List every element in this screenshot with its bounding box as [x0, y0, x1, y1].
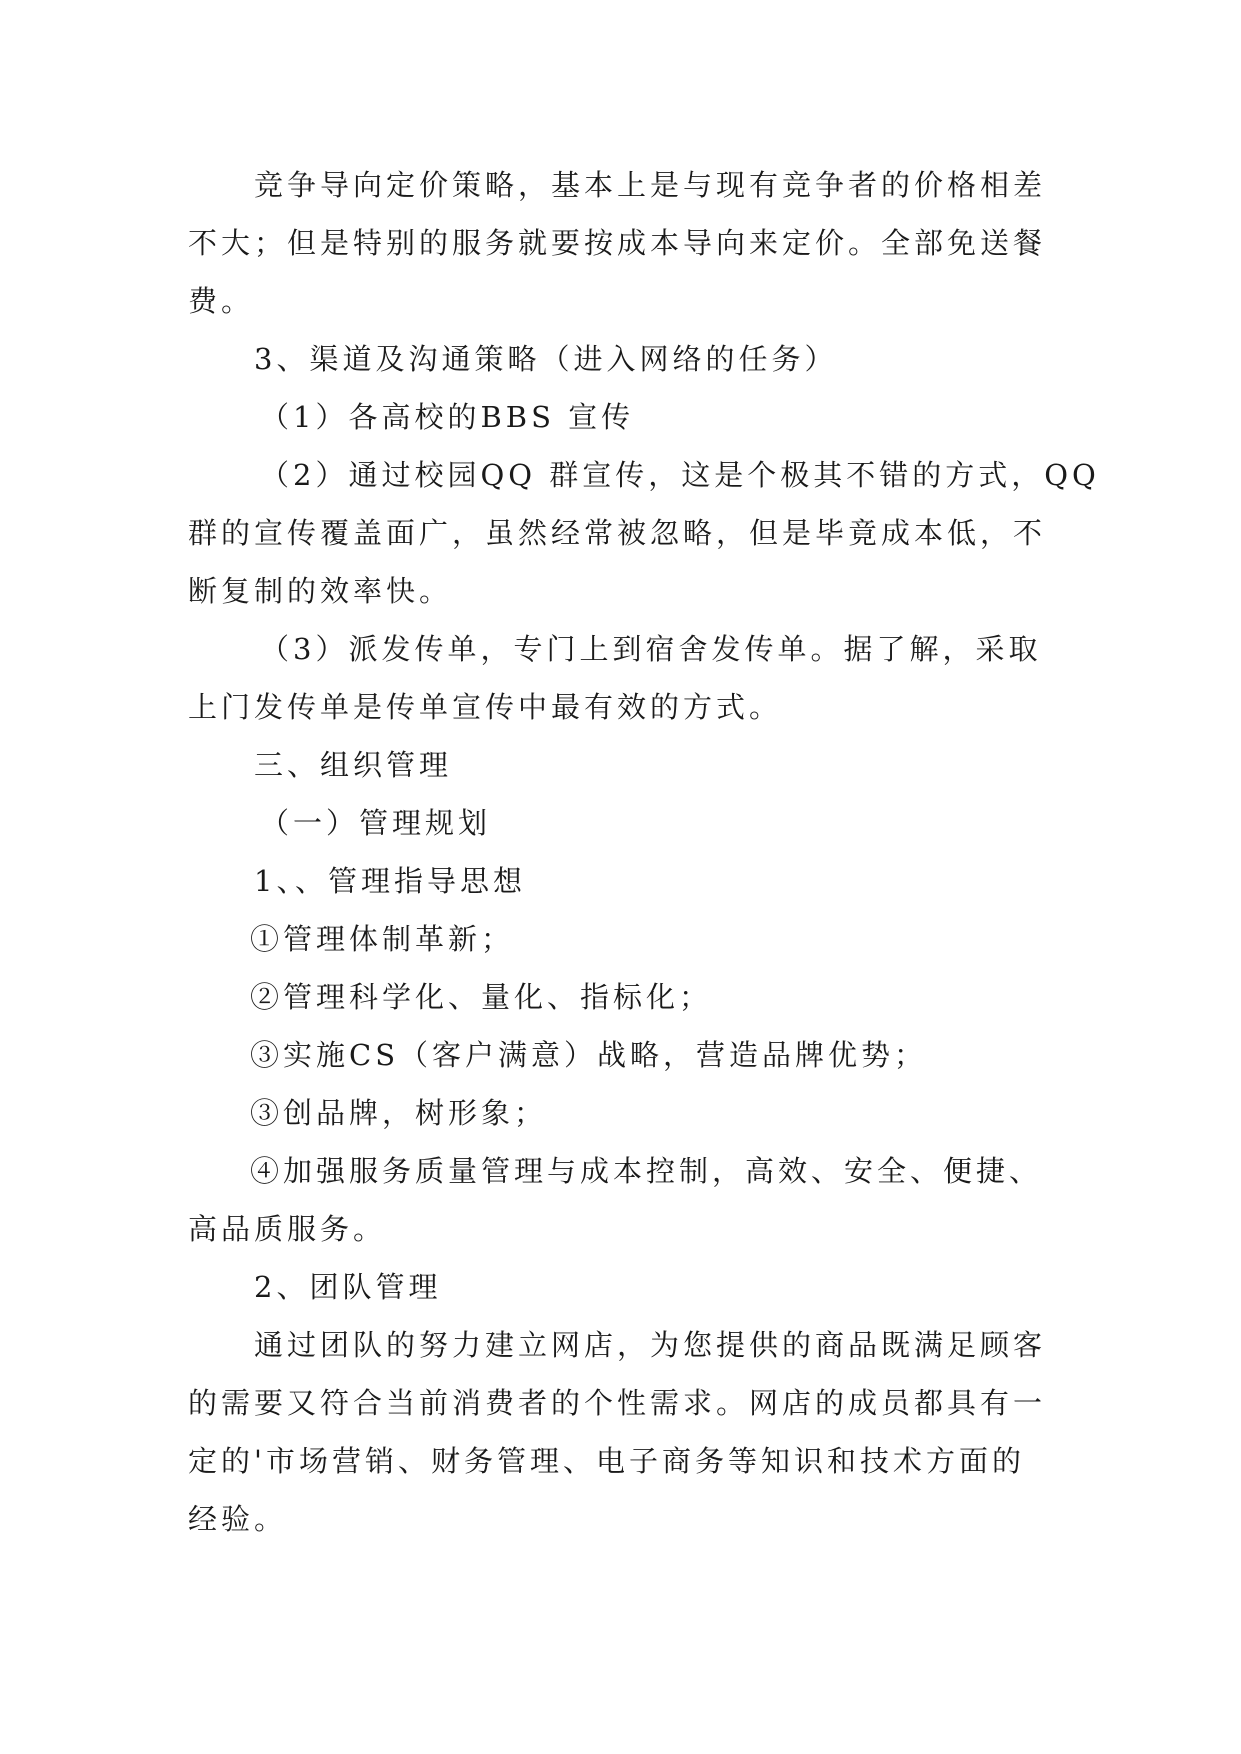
paragraph-team-line-3: 定的'市场营销、财务管理、电子商务等知识和技术方面的: [188, 1444, 1025, 1478]
paragraph-team-line-1: 通过团队的努力建立网店，为您提供的商品既满足顾客: [254, 1328, 1047, 1362]
list-item-cs-strategy: ③实施CS（客户满意）战略，营造品牌优势；: [250, 1038, 928, 1072]
list-item-qq-line-2: 群的宣传覆盖面广，虽然经常被忽略，但是毕竟成本低，不: [188, 516, 1047, 550]
heading-team-management: 2、团队管理: [254, 1270, 442, 1304]
list-item-quality-line-1: ④加强服务质量管理与成本控制，高效、安全、便捷、: [250, 1154, 1043, 1188]
list-item-system-reform: ①管理体制革新；: [250, 922, 515, 956]
heading-organization: 三、组织管理: [254, 748, 453, 782]
list-item-flyers-line-2: 上门发传单是传单宣传中最有效的方式。: [188, 690, 783, 724]
list-item-scientific: ②管理科学化、量化、指标化；: [250, 980, 713, 1014]
paragraph-pricing-line-2: 不大；但是特别的服务就要按成本导向来定价。全部免送餐: [188, 226, 1047, 260]
heading-channel-strategy: 3、渠道及沟通策略（进入网络的任务）: [254, 342, 838, 376]
heading-guiding-ideas: 1、、管理指导思想: [254, 864, 526, 898]
list-item-quality-line-2: 高品质服务。: [188, 1212, 387, 1246]
paragraph-pricing-line-3: 费。: [188, 284, 255, 318]
heading-management-plan: （一）管理规划: [260, 806, 492, 840]
list-item-brand: ③创品牌，树形象；: [250, 1096, 548, 1130]
list-item-qq-line-3: 断复制的效率快。: [188, 574, 453, 608]
list-item-flyers-line-1: （3）派发传单，专门上到宿舍发传单。据了解，采取: [260, 632, 1042, 666]
paragraph-team-line-4: 经验。: [188, 1502, 288, 1536]
list-item-qq-line-1: （2）通过校园QQ 群宣传，这是个极其不错的方式，QQ: [260, 458, 1100, 492]
paragraph-pricing-line-1: 竞争导向定价策略，基本上是与现有竞争者的价格相差: [254, 168, 1047, 202]
paragraph-team-line-2: 的需要又符合当前消费者的个性需求。网店的成员都具有一: [188, 1386, 1047, 1420]
list-item-bbs: （1）各高校的BBS 宣传: [260, 400, 635, 434]
